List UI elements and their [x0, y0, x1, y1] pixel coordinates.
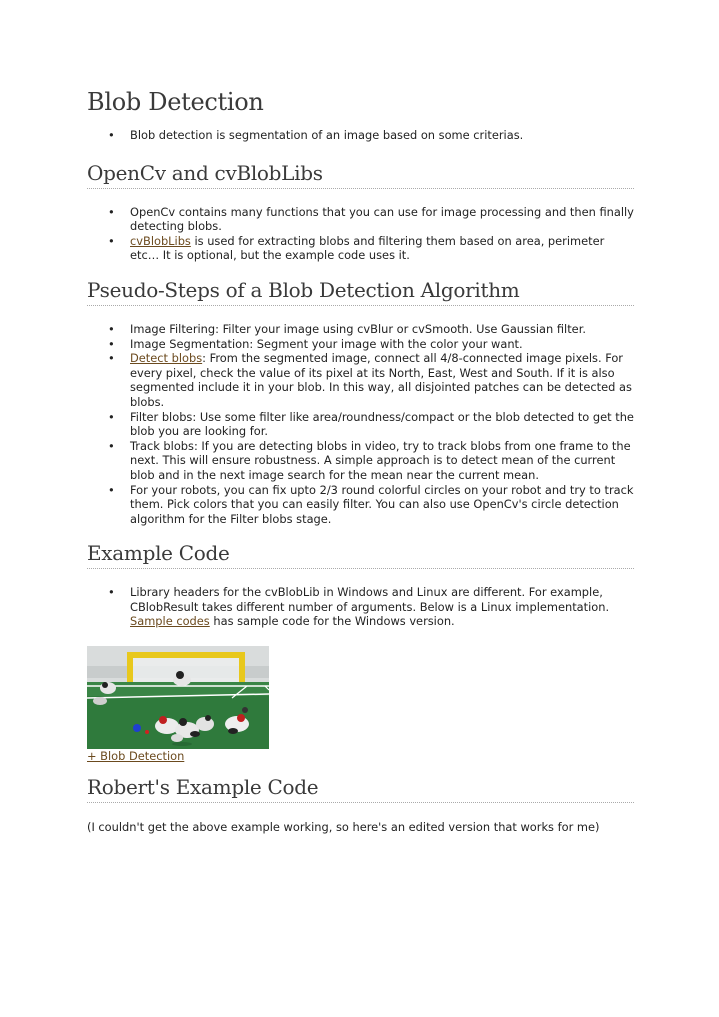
list-item: • Blob detection is segmentation of an image based on some criterias.	[130, 128, 634, 143]
detect-blobs-link[interactable]: Detect blobs	[130, 351, 203, 366]
list-item-text: Library headers for the cvBlobLib in Windows and Linux are different. For example, CBlobResult takes different number of arguments. Below is a Linux implementation.	[130, 585, 610, 614]
intro-list	[87, 128, 634, 143]
list-item: • Filter blobs: Use some filter like area/roundness/compact or the blob detected to get the blob you are looking for.	[130, 410, 634, 439]
list-item: • Track blobs: If you are detecting blobs in video, try to track blobs from one frame to the next. This will ensure robustness. A simple approach is to detect mean of the current blob and in the next image search for the mean near the current mean.	[130, 439, 634, 483]
cvbloblibs-link[interactable]: cvBlobLibs	[130, 233, 191, 248]
list-item	[130, 585, 634, 629]
section-heading-opencv: OpenCv and cvBlobLibs	[87, 160, 634, 189]
section-heading-example-code: Example Code	[87, 540, 634, 569]
example-list	[87, 585, 634, 629]
list-item: • Image Segmentation: Segment your image with the color your want.	[130, 337, 634, 352]
list-item: • Image Filtering: Filter your image using cvBlur or cvSmooth. Use Gaussian filter.	[130, 322, 634, 337]
opencv-list	[87, 205, 634, 263]
list-item-text: has sample code for the Windows version.	[209, 614, 455, 629]
list-item	[130, 234, 634, 263]
pseudo-steps-list	[87, 322, 634, 526]
blob-detection-figure-link[interactable]: + Blob Detection	[87, 749, 185, 764]
section-heading-roberts-example-code: Robert's Example Code	[87, 774, 634, 803]
robot-soccer-photo[interactable]	[87, 646, 269, 749]
list-item: • For your robots, you can fix upto 2/3 round colorful circles on your robot and try to track them. Pick colors that you can easily filter. You can also use OpenCv's circle detection algorithm for the Filter blobs stage.	[130, 483, 634, 527]
list-item-text: : From the segmented image, connect all 4/8-connected image pixels. For every pixel, check the value of its pixel at its North, East, West and South. If it is also segmented include it in your blob. In this way, all disjointed patches can be detected as blobs.	[130, 351, 632, 409]
list-item	[130, 351, 634, 409]
section-heading-pseudo-steps: Pseudo-Steps of a Blob Detection Algorithm	[87, 277, 634, 306]
list-item: • OpenCv contains many functions that you can use for image processing and then finally detecting blobs.	[130, 205, 634, 234]
page-content	[87, 86, 634, 835]
sample-codes-link[interactable]: Sample codes	[130, 614, 210, 629]
list-item-text: is used for extracting blobs and filtering them based on area, perimeter etc… It is optional, but the example code uses it.	[130, 233, 605, 263]
roberts-note: (I couldn't get the above example working, so here's an edited version that works for me)	[87, 820, 600, 835]
page-title: Blob Detection	[87, 88, 264, 116]
figure	[87, 646, 634, 764]
